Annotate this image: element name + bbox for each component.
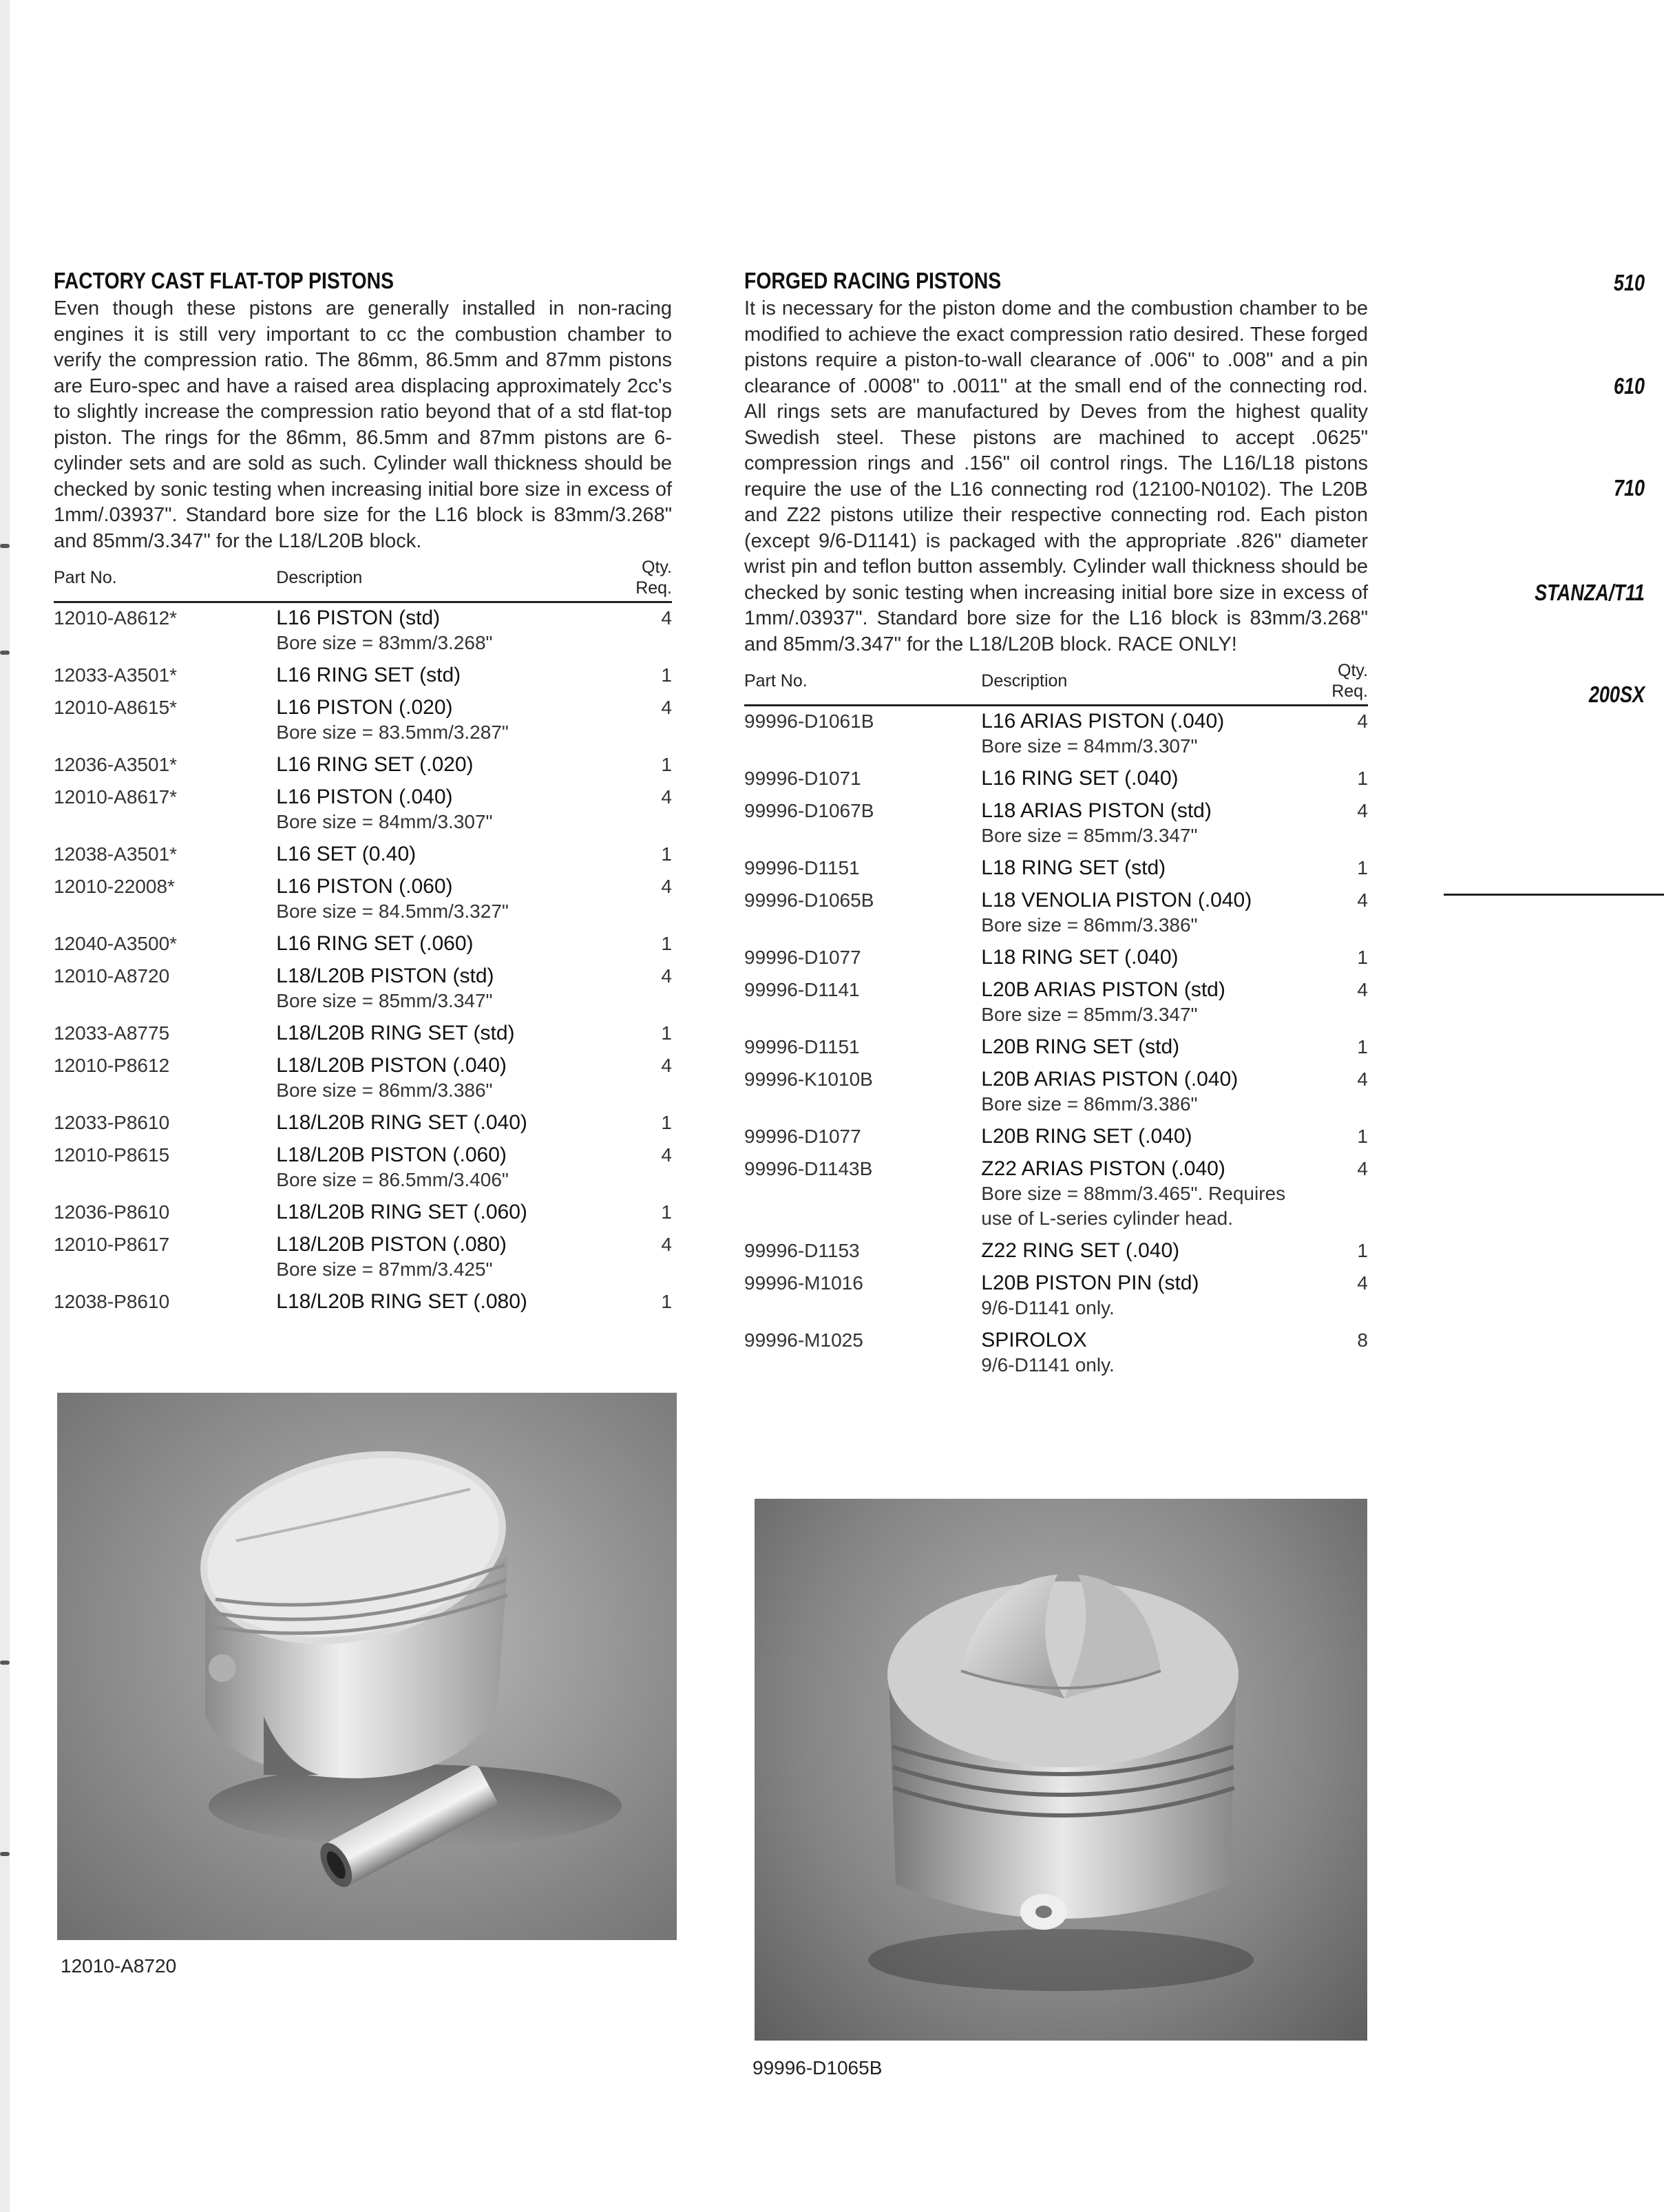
model-tab-stanza-t11[interactable]: STANZA/T11 [1535, 580, 1645, 605]
part-number-cell: 99996-D1141 [744, 979, 860, 1000]
table-row [54, 1197, 672, 1230]
description-text: L18 VENOLIA PISTON (.040) [981, 889, 1252, 912]
description-cell [276, 1051, 622, 1108]
quantity-cell: 1 [1357, 1126, 1368, 1147]
description-text: L18/L20B PISTON (std) [276, 965, 494, 987]
description-text: L16 ARIAS PISTON (.040) [981, 710, 1225, 733]
description-cell [981, 975, 1318, 1032]
description-text: L18/L20B RING SET (.080) [276, 1290, 527, 1313]
part-number-cell: 12036-A3501* [54, 754, 178, 775]
table-row [744, 1154, 1368, 1236]
factory-cast-section [54, 267, 672, 1319]
description-cell [276, 929, 622, 961]
table-row [54, 1287, 672, 1319]
part-number-cell: 99996-D1151 [744, 1036, 860, 1057]
table-row [744, 1268, 1368, 1325]
photo-caption-right: 99996-D1065B [752, 2057, 883, 2078]
table-row [744, 1236, 1368, 1268]
quantity-cell: 8 [1357, 1329, 1368, 1351]
quantity-cell: 4 [1357, 1158, 1368, 1179]
part-number-cell: 12010-A8720 [54, 965, 170, 987]
description-text: Z22 RING SET (.040) [981, 1239, 1180, 1262]
model-tab-200sx[interactable]: 200SX [1588, 682, 1645, 707]
description-text: L16 PISTON (.060) [276, 875, 453, 898]
description-cell [276, 782, 622, 839]
quantity-cell: 1 [661, 1201, 672, 1223]
part-number-cell: 12010-P8612 [54, 1055, 170, 1076]
description-cell [276, 1018, 622, 1051]
description-cell [981, 1064, 1318, 1121]
description-text: L20B RING SET (.040) [981, 1125, 1192, 1148]
description-text: L20B ARIAS PISTON (.040) [981, 1068, 1239, 1091]
part-number-cell: 99996-D1153 [744, 1240, 860, 1261]
section-description: Even though these pistons are generally installed in non-racing engines it is still very important to cc the combustion chamber to verify the compression ratio. The 86mm, 86.5mm and 87mm pistons are Euro-spec and have a raised area displacing approximately 2cc's to slightly increase the compression ratio beyond that of a std flat-top piston. The rings for the 86mm, 86.5mm and 87mm pistons are 6-cylinder sets and are sold as such. Cylinder wall thickness should be checked by sonic testing when increasing initial bore size in excess of 1mm/.03937". Standard bore size for the L16 block is 83mm/3.268" and 85mm/3.347" for the L18/L20B block. [54, 297, 672, 552]
table-row [54, 782, 672, 839]
table-row [744, 975, 1368, 1032]
quantity-cell: 4 [661, 786, 672, 808]
model-tab-510[interactable]: 510 [1613, 270, 1645, 295]
description-note: Bore size = 84.5mm/3.327" [276, 900, 509, 922]
description-cell [981, 1154, 1318, 1236]
parts-table [54, 556, 672, 1319]
table-header-row [54, 556, 672, 602]
description-text: L16 RING SET (.020) [276, 753, 474, 776]
table-row [744, 706, 1368, 764]
description-cell [981, 853, 1318, 885]
part-number-cell: 12038-A3501* [54, 843, 178, 865]
quantity-cell: 4 [661, 697, 672, 718]
quantity-cell: 1 [661, 843, 672, 865]
piston-photo-forged [755, 1499, 1367, 2041]
table-row [744, 796, 1368, 853]
description-text: L20B RING SET (std) [981, 1035, 1180, 1058]
description-cell [981, 763, 1318, 796]
description-text: L16 RING SET (std) [276, 664, 461, 686]
table-row [54, 1051, 672, 1108]
quantity-cell: 1 [661, 1112, 672, 1133]
description-note: Bore size = 85mm/3.347" [981, 825, 1198, 846]
description-cell [981, 942, 1318, 975]
description-text: L18/L20B PISTON (.080) [276, 1233, 507, 1256]
quantity-cell: 4 [661, 1234, 672, 1255]
table-row [744, 853, 1368, 885]
quantity-cell: 4 [1357, 1068, 1368, 1090]
table-row [54, 839, 672, 872]
part-number-cell: 99996-D1077 [744, 947, 861, 968]
description-text: L20B ARIAS PISTON (std) [981, 978, 1225, 1001]
table-row [54, 929, 672, 961]
column-header-description: Description [276, 556, 622, 602]
description-text: L16 PISTON (std) [276, 607, 441, 629]
description-note: Bore size = 84mm/3.307" [276, 811, 493, 832]
part-number-cell: 12033-P8610 [54, 1112, 170, 1133]
description-cell [981, 1325, 1318, 1382]
part-number-cell: 12010-P8615 [54, 1144, 170, 1166]
description-text: L16 PISTON (.040) [276, 786, 453, 808]
section-title: FORGED RACING PISTONS [744, 268, 1002, 293]
description-note: Bore size = 88mm/3.465". Requires use of L-series cylinder head. [981, 1183, 1286, 1229]
forged-piston-image [755, 1499, 1367, 2041]
quantity-cell: 4 [661, 1144, 672, 1166]
table-row [744, 1121, 1368, 1154]
table-row [744, 885, 1368, 942]
description-text: SPIROLOX [981, 1329, 1087, 1351]
table-row [744, 1032, 1368, 1064]
quantity-cell: 1 [1357, 1240, 1368, 1261]
quantity-cell: 1 [1357, 1036, 1368, 1057]
column-header-qty: Qty. Req. [622, 556, 672, 602]
quantity-cell: 4 [1357, 710, 1368, 732]
model-tab-610[interactable]: 610 [1613, 373, 1645, 399]
description-text: L18/L20B RING SET (.060) [276, 1201, 527, 1223]
part-number-cell: 99996-D1061B [744, 710, 874, 732]
quantity-cell: 1 [661, 933, 672, 954]
table-row [54, 1230, 672, 1287]
quantity-cell: 4 [1357, 979, 1368, 1000]
description-cell [981, 796, 1318, 853]
description-note: Bore size = 86.5mm/3.406" [276, 1169, 509, 1190]
description-text: L18/L20B RING SET (std) [276, 1022, 515, 1044]
column-header-description: Description [981, 659, 1318, 706]
table-row [54, 872, 672, 929]
part-number-cell: 99996-D1151 [744, 857, 860, 878]
table-row [54, 1140, 672, 1197]
quantity-cell: 4 [1357, 889, 1368, 911]
description-cell [276, 750, 622, 782]
description-note: Bore size = 85mm/3.347" [276, 990, 493, 1011]
part-number-cell: 12010-P8617 [54, 1234, 170, 1255]
parts-table-body [54, 602, 672, 1320]
description-note: 9/6-D1141 only. [981, 1297, 1115, 1318]
quantity-cell: 4 [661, 965, 672, 987]
part-number-cell: 12010-A8617* [54, 786, 178, 808]
part-number-cell: 99996-D1071 [744, 768, 861, 789]
description-cell [981, 1268, 1318, 1325]
description-cell [276, 1140, 622, 1197]
part-number-cell: 99996-D1067B [744, 800, 874, 821]
description-text: L16 RING SET (.040) [981, 767, 1179, 790]
forged-racing-section [744, 267, 1368, 1382]
description-cell [981, 1121, 1318, 1154]
binder-hole-mark [0, 651, 10, 655]
table-row [54, 750, 672, 782]
description-cell [276, 602, 622, 661]
sidebar-divider [1444, 894, 1664, 896]
parts-table-body [744, 706, 1368, 1383]
part-number-cell: 99996-D1143B [744, 1158, 873, 1179]
description-note: Bore size = 86mm/3.386" [981, 1093, 1198, 1115]
table-row [54, 602, 672, 661]
part-number-cell: 12010-A8612* [54, 607, 178, 629]
table-row [744, 1064, 1368, 1121]
description-note: 9/6-D1141 only. [981, 1354, 1115, 1376]
quantity-cell: 4 [661, 1055, 672, 1076]
part-number-cell: 12010-22008* [54, 876, 175, 897]
part-number-cell: 12033-A3501* [54, 664, 178, 686]
quantity-cell: 1 [661, 1022, 672, 1044]
part-number-cell: 99996-M1016 [744, 1272, 863, 1294]
description-cell [276, 961, 622, 1018]
description-cell [981, 885, 1318, 942]
description-text: Z22 ARIAS PISTON (.040) [981, 1157, 1225, 1180]
binder-hole-mark [0, 1661, 10, 1665]
binder-hole-mark [0, 1852, 10, 1856]
part-number-cell: 12036-P8610 [54, 1201, 170, 1223]
description-note: Bore size = 86mm/3.386" [276, 1079, 493, 1101]
flat-top-piston-image [57, 1393, 677, 1940]
quantity-cell: 1 [1357, 857, 1368, 878]
quantity-cell: 1 [661, 1291, 672, 1312]
description-cell [981, 1236, 1318, 1268]
description-note: Bore size = 83mm/3.268" [276, 632, 493, 653]
part-number-cell: 99996-M1025 [744, 1329, 863, 1351]
part-number-cell: 12010-A8615* [54, 697, 178, 718]
table-header-row [744, 659, 1368, 706]
quantity-cell: 1 [661, 754, 672, 775]
page-edge [0, 0, 10, 2212]
table-row [744, 942, 1368, 975]
description-text: L16 PISTON (.020) [276, 696, 453, 719]
part-number-cell: 12038-P8610 [54, 1291, 170, 1312]
section-description: It is necessary for the piston dome and the combustion chamber to be modified to achieve the exact compression ratio desired. These forged pistons require a piston-to-wall clearance of .006" to .008" and a pin clearance of .0008" to .0011" at the small end of the connecting rod. All rings sets are manufactured by Deves from the highest quality Swedish steel. These pistons are machined to accept .0625" compression rings and .156" oil control rings. The L16/L18 pistons require the use of the L16 connecting rod (12100-N0102). The L20B and Z22 pistons utilize their respective connecting rod. Each piston (except 9/6-D1141) is packaged with the appropriate .826" diameter wrist pin and teflon button assembly. Cylinder wall thickness should be checked by sonic testing when increasing initial bore size in excess of 1mm/.03937". Standard bore size for the L16 block is 83mm/3.268" and 85mm/3.347" for the L18/L20B block. RACE ONLY! [744, 297, 1368, 655]
section-title: FACTORY CAST FLAT-TOP PISTONS [54, 268, 394, 293]
quantity-cell: 4 [661, 607, 672, 629]
description-text: L18 RING SET (.040) [981, 946, 1179, 969]
table-row [54, 1018, 672, 1051]
description-cell [981, 706, 1318, 764]
quantity-cell: 1 [1357, 947, 1368, 968]
table-row [54, 961, 672, 1018]
table-row [744, 763, 1368, 796]
description-text: L16 SET (0.40) [276, 843, 417, 865]
description-cell [276, 1230, 622, 1287]
description-text: L18 ARIAS PISTON (std) [981, 799, 1212, 822]
description-text: L18/L20B PISTON (.060) [276, 1144, 507, 1166]
binder-hole-mark [0, 544, 10, 548]
description-note: Bore size = 86mm/3.386" [981, 914, 1198, 936]
column-header-part: Part No. [54, 556, 276, 602]
description-cell [276, 1197, 622, 1230]
description-text: L18/L20B PISTON (.040) [276, 1054, 507, 1077]
description-text: L18 RING SET (std) [981, 856, 1166, 879]
piston-photo-flat-top [57, 1393, 677, 1940]
description-cell [276, 1108, 622, 1140]
description-note: Bore size = 84mm/3.307" [981, 735, 1198, 757]
part-number-cell: 12040-A3500* [54, 933, 178, 954]
model-tab-710[interactable]: 710 [1613, 475, 1645, 501]
part-number-cell: 99996-D1065B [744, 889, 874, 911]
quantity-cell: 4 [661, 876, 672, 897]
description-text: L18/L20B RING SET (.040) [276, 1111, 527, 1134]
description-cell [276, 839, 622, 872]
parts-table [744, 659, 1368, 1382]
table-row [54, 1108, 672, 1140]
part-number-cell: 99996-D1077 [744, 1126, 861, 1147]
table-row [54, 660, 672, 693]
description-cell [981, 1032, 1318, 1064]
description-cell [276, 1287, 622, 1319]
description-cell [276, 693, 622, 750]
quantity-cell: 4 [1357, 800, 1368, 821]
part-number-cell: 12033-A8775 [54, 1022, 170, 1044]
description-cell [276, 872, 622, 929]
description-note: Bore size = 87mm/3.425" [276, 1258, 493, 1280]
description-cell [276, 660, 622, 693]
quantity-cell: 1 [661, 664, 672, 686]
description-text: L20B PISTON PIN (std) [981, 1272, 1199, 1294]
table-row [54, 693, 672, 750]
quantity-cell: 1 [1357, 768, 1368, 789]
quantity-cell: 4 [1357, 1272, 1368, 1294]
model-sidebar [1444, 0, 1664, 2212]
column-header-qty: Qty. Req. [1318, 659, 1368, 706]
description-text: L16 RING SET (.060) [276, 932, 474, 955]
description-note: Bore size = 83.5mm/3.287" [276, 721, 509, 743]
table-row [744, 1325, 1368, 1382]
description-note: Bore size = 85mm/3.347" [981, 1004, 1198, 1025]
part-number-cell: 99996-K1010B [744, 1068, 873, 1090]
column-header-part: Part No. [744, 659, 981, 706]
photo-caption-left: 12010-A8720 [61, 1955, 177, 1977]
